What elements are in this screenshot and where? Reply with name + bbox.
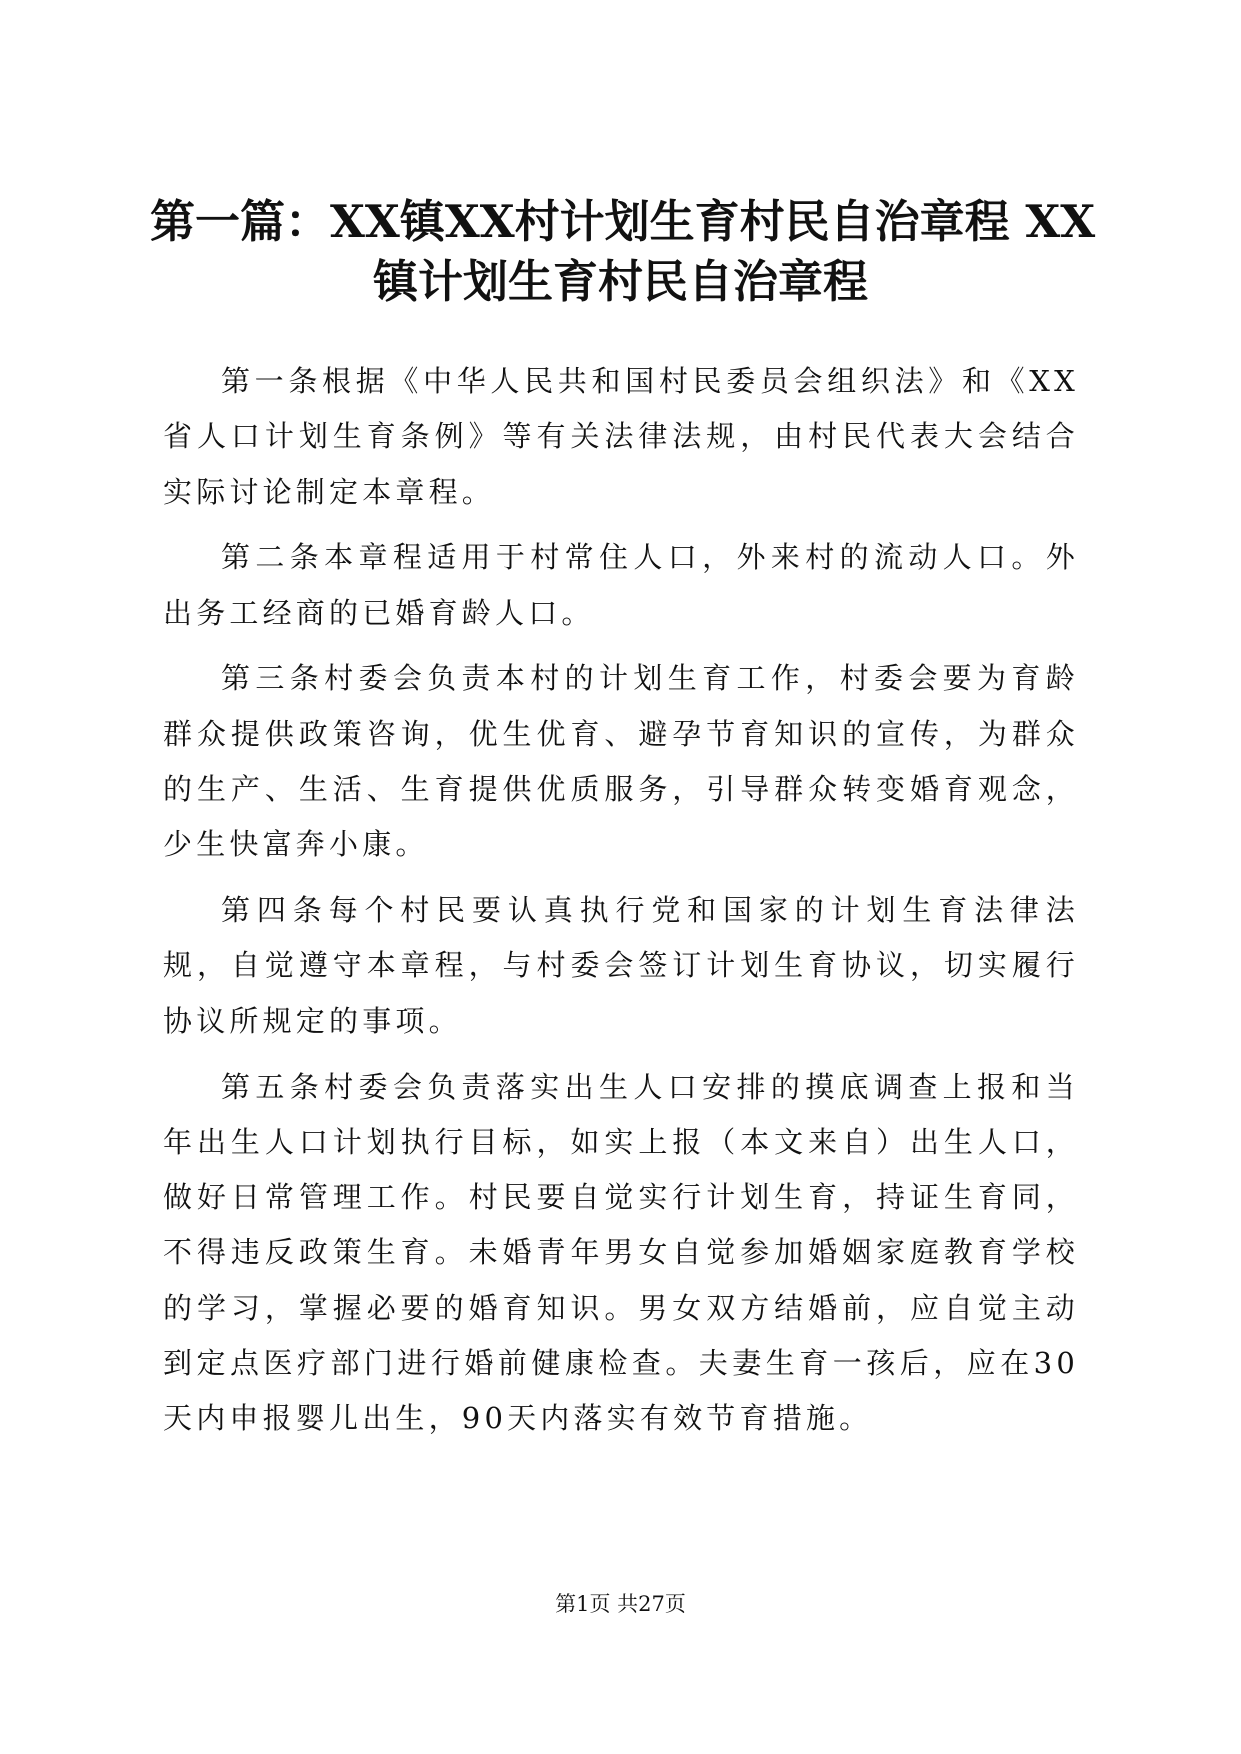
article-5-paragraph: 第五条村委会负责落实出生人口安排的摸底调查上报和当年出生人口计划执行目标，如实上报（本文来自）出生人口，做好日常管理工作。村民要自觉实行计划生育，持证生育同，不得违反政策生育。未婚青年男女自觉参加婚姻家庭教育学校的学习，掌握必要的婚育知识。男女双方结婚前，应自觉主动到定点医疗部门进行婚前健康检查。夫妻生育一孩后，应在30天内申报婴儿出生，90天内落实有效节育措施。 bbox=[163, 1069, 1079, 1436]
article-1-paragraph: 第一条根据《中华人民共和国村民委员会组织法》和《XX省人口计划生育条例》等有关法律法规，由村民代表大会结合实际讨论制定本章程。 bbox=[163, 364, 1079, 509]
article-4-paragraph: 第四条每个村民要认真执行党和国家的计划生育法律法规，自觉遵守本章程，与村委会签订计划生育协议，切实履行协议所规定的事项。 bbox=[163, 893, 1079, 1038]
title-line-1: 第一篇：XX镇XX村计划生育村民自治章程 XX bbox=[150, 195, 1096, 248]
page-number-footer: 第1页 共27页 bbox=[555, 1592, 686, 1616]
article-3-paragraph: 第三条村委会负责本村的计划生育工作，村委会要为育龄群众提供政策咨询，优生优育、避孕节育知识的宣传，为群众的生产、生活、生育提供优质服务，引导群众转变婚育观念，少生快富奔小康。 bbox=[163, 661, 1079, 862]
document-body bbox=[163, 354, 1079, 1457]
document-title bbox=[150, 192, 1096, 312]
title-line-2: 镇计划生育村民自治章程 bbox=[372, 255, 868, 308]
article-2-paragraph: 第二条本章程适用于村常住人口，外来村的流动人口。外出务工经商的已婚育龄人口。 bbox=[163, 540, 1079, 630]
